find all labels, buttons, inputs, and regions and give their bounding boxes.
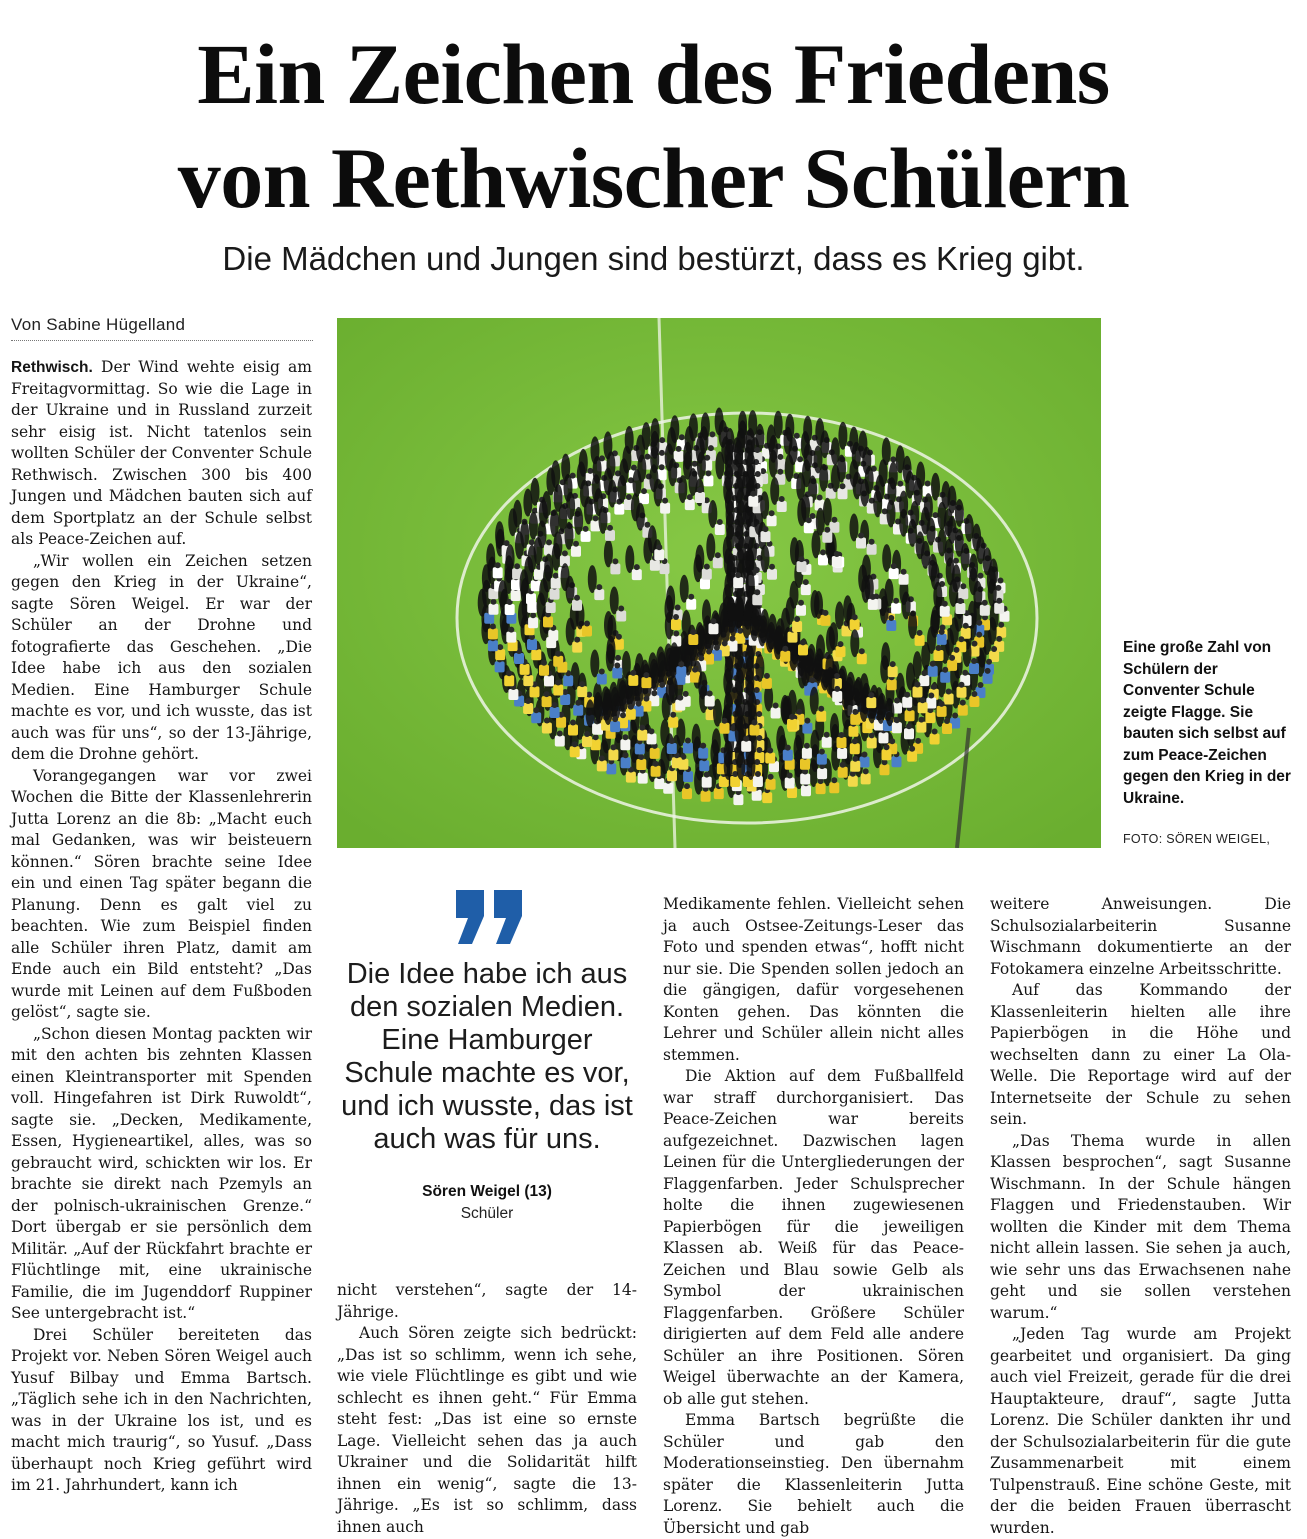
- paragraph: [11, 357, 312, 551]
- paragraph: „Das Thema wurde in allen Klassen besprochen“, sagt Susanne Wischmann. In der Schule hängen Flaggen und Friedenstauben. Wir wollten die Kinder mit dem Thema nicht allein lassen. Sie sehen ja auch, wie sehr uns das Erwachsenen nahe geht und sie sollen verstehen warum.“: [990, 1131, 1291, 1322]
- article-column-2: [337, 1280, 637, 1538]
- photo-credit: FOTO: SÖREN WEIGEL,: [1123, 832, 1271, 846]
- pull-quote-author: Sören Weigel (13): [422, 1183, 552, 1200]
- headline-line-2: von Rethwischer Schülern: [177, 130, 1130, 226]
- paragraph: Auch Sören zeigte sich bedrückt: „Das ist so schlimm, wenn ich sehe, wie viele Flüchtlinge es gibt und wie schlecht es ihnen geht.“ Für Emma steht fest: „Das ist eine so ernste Lage. Vielleicht sehen das ja auch Ukrainer und die Solidarität hilft ihnen ein wenig“, sagte die 13-Jährige. „Es ist so schlimm, dass ihnen auch: [337, 1324, 637, 1536]
- headline-line-1: Ein Zeichen des Friedens: [197, 26, 1110, 122]
- headline: [0, 22, 1307, 230]
- pull-quote-role: Schüler: [460, 1205, 514, 1222]
- paragraph-text: Der Wind wehte eisig am Freitagvormittag. So wie die Lage in der Ukraine und in Russland zurzeit sehr eisig ist. Nicht tatenlos sein wollten Schüler der Conventer Schule Rethwisch. Zwischen 300 bis 400 Jungen und Mädchen bauten sich auf dem Sportplatz an der Schule selbst als Peace-Zeichen auf.: [11, 358, 312, 548]
- byline: Von Sabine Hügelland: [11, 314, 313, 341]
- paragraph: weitere Anweisungen. Die Schulsozialarbeiterin Susanne Wischmann dokumentierte an der Fotokamera einzelne Arbeitsschritte.: [990, 895, 1291, 978]
- paragraph: Drei Schüler bereiteten das Projekt vor. Neben Sören Weigel auch Yusuf Bilbay und Emma Bartsch. „Täglich sehe ich in den Nachrichten, was in der Ukraine los ist, und es macht mich traurig“, so Yusuf. „Dass überhaupt noch Krieg geführt wird im 21. Jahrhundert, kann ich: [11, 1325, 312, 1494]
- paragraph: „Schon diesen Montag packten wir mit den achten bis zehnten Klassen einen Kleintransporter mit Spenden voll. Hingefahren ist Dirk Ruwoldt“, sagte sie. „Decken, Medikamente, Essen, Hygieneartikel, alles, was so gebraucht wird, schickten wir los. Er brachte sie direkt nach Pzemyls an der polnisch-ukrainischen Grenze.“ Dort übergab er sie persönlich dem Militär. „Auf der Rückfahrt brachte er Flüchtlinge mit, eine ukrainische Familie, die im Jugenddorf Ruppiner See untergebracht ist.“: [11, 1024, 312, 1322]
- paragraph: Vorangegangen war vor zwei Wochen die Bitte der Klassenlehrerin Jutta Lorenz an die 8b: „Macht euch mal Gedanken, was wir beisteuern können.“ Sören brachte seine Idee ein und einen Tag später begann die Planung. Denn es galt viel zu beachten. Wie zum Beispiel finden alle Schüler ihren Platz, damit am Ende auch ein Bild entsteht? „Das wurde mit Leinen auf dem Fußboden gelöst“, sagte sie.: [11, 766, 312, 1021]
- photo-illustration: [337, 318, 1101, 848]
- article-column-3: [663, 894, 964, 1539]
- paragraph: „Wir wollen ein Zeichen setzen gegen den Krieg in der Ukraine“, sagte Sören Weigel. Er war der Schüler an der Drohne und fotografierte das Geschehen. „Die Idee habe ich aus den sozialen Medien. Eine Hamburger Schule machte es vor, und ich wusste, das ist auch was für uns“, so der 13-Jährige, dem die Drohne gehört.: [11, 551, 312, 763]
- quotation-mark-icon: [452, 888, 526, 946]
- pull-quote: Die Idee habe ich aus den sozialen Medien. Eine Hamburger Schule machte es vor, und ich wusste, das ist auch was für uns.: [341, 958, 633, 1155]
- paragraph: „Jeden Tag wurde am Projekt gearbeitet und organisiert. Da ging auch viel Freizeit, gerade für die drei Hauptakteure, drauf“, sagte Jutta Lorenz. Die Schüler dankten ihr und der Schulsozialarbeiterin für die gute Zusammenarbeit mit einem Tulpenstrauß. Eine schöne Geste, mit der die beiden Frauen überrascht wurden.: [990, 1325, 1291, 1537]
- paragraph: Auf das Kommando der Klassenleiterin hielten alle ihre Papierbögen in die Höhe und wechselten dann zu einer La Ola-Welle. Die Reportage wird auf der Internetseite der Schule zu sehen sein.: [990, 981, 1291, 1128]
- paragraph: Die Aktion auf dem Fußballfeld war straff durchorganisiert. Das Peace-Zeichen war bereits aufgezeichnet. Dazwischen lagen Leinen für die Untergliederungen der Flaggenfarben. Jeder Schulsprecher holte die ihnen zugewiesenen Papierbögen für die jeweiligen Klassen ab. Weiß für das Peace-Zeichen und Blau sowie Gelb als Symbol der ukrainischen Flaggenfarben. Größere Schüler dirigierten auf dem Feld alle andere Schüler an ihre Positionen. Sören Weigel überwachte an der Kamera, ob alle gut stehen.: [663, 1067, 964, 1408]
- peace-sign-aerial-photo: [337, 318, 1101, 848]
- dateline: Rethwisch.: [11, 359, 93, 376]
- article-column-4: [990, 894, 1291, 1539]
- article-column-1: [11, 357, 312, 1497]
- photo-caption: Eine große Zahl von Schülern der Conventer Schule zeigte Flagge. Sie bauten sich selbst auf zum Peace-Zeichen gegen den Krieg in der Ukraine.: [1123, 639, 1291, 807]
- paragraph: nicht verstehen“, sagte der 14-Jährige.: [337, 1281, 637, 1321]
- subheadline: Die Mädchen und Jungen sind bestürzt, dass es Krieg gibt.: [222, 240, 1085, 277]
- paragraph: Medikamente fehlen. Vielleicht sehen ja auch Ostsee-Zeitungs-Leser das Foto und spenden etwas“, hofft nicht nur sie. Die Spenden sollen jedoch an die gängigen, dafür vorgesehenen Konten gehen. Das könnten die Lehrer und Schüler allein nicht alles stemmen.: [663, 895, 964, 1064]
- paragraph: Emma Bartsch begrüßte die Schüler und gab den Moderationseinstieg. Den übernahm später die Klassenleiterin Jutta Lorenz. Sie behielt auch die Übersicht und gab: [663, 1411, 964, 1537]
